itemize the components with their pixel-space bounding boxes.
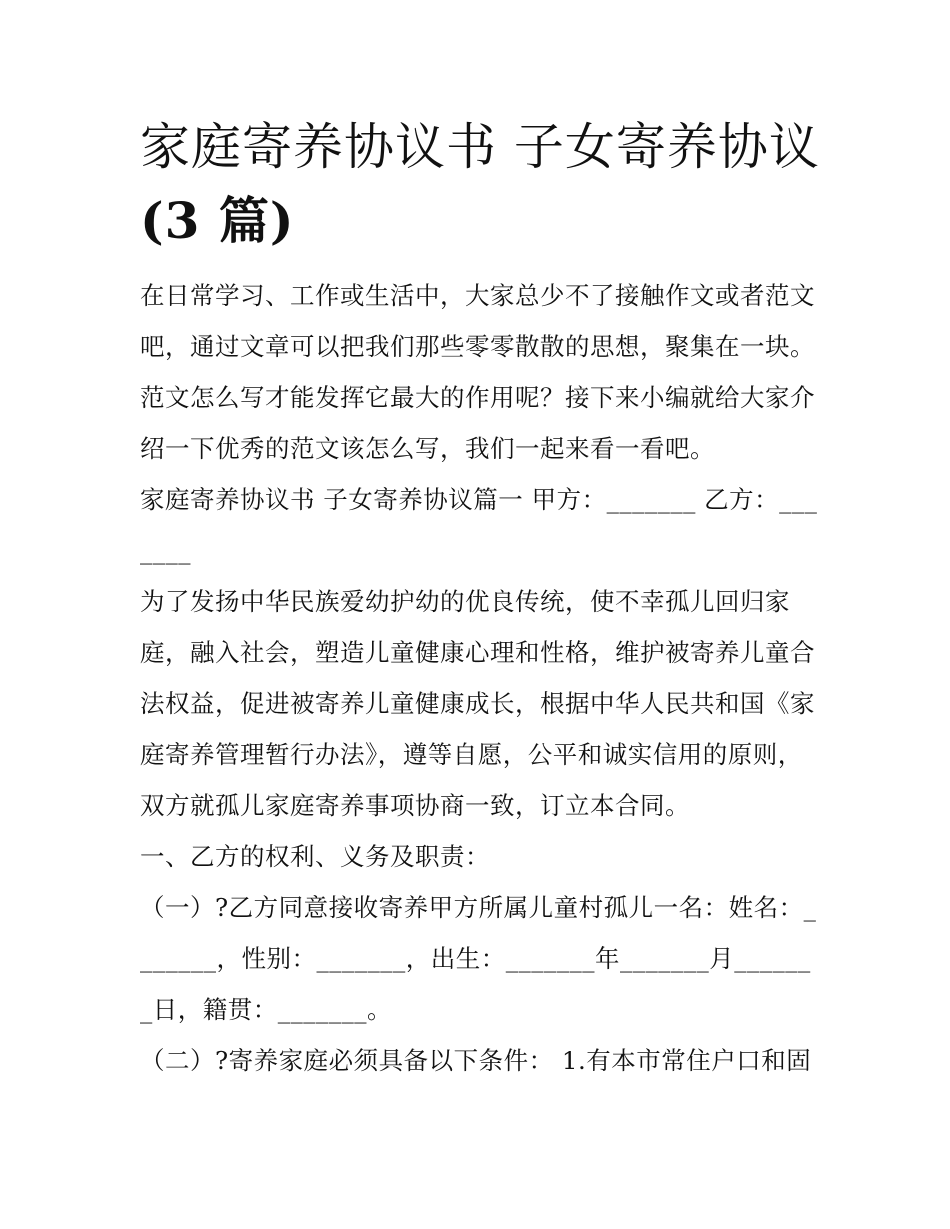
clause-2-paragraph: （二）?寄养家庭必须具备以下条件： 1.有本市常住户口和固: [140, 1046, 812, 1075]
section-heading-1: 一、乙方的权利、义务及职责：: [140, 842, 490, 871]
title-line-1: 家庭寄养协议书 子女寄养协议: [140, 118, 820, 176]
intro-paragraph: 在日常学习、工作或生活中，大家总少不了接触作文或者范文吧，通过文章可以把我们那些零零散散的思想，聚集在一块。范文怎么写才能发挥它最大的作用呢？接下来小编就给大家介绍一下优秀的范文该怎么写，我们一起来看一看吧。: [140, 281, 815, 463]
clause-1-paragraph: （一）?乙方同意接收寄养甲方所属儿童村孤儿一名：姓名：_______，性别：_______，出生：_______年_______月_______日，籍贯：_______。: [140, 893, 817, 1024]
preamble-paragraph: 为了发扬中华民族爱幼护幼的优良传统，使不幸孤儿回归家庭，融入社会，塑造儿童健康心理和性格，维护被寄养儿童合法权益，促进被寄养儿童健康成长，根据中华人民共和国《家庭寄养管理暂行办法》，遵等自愿，公平和诚实信用的原则，双方就孤儿家庭寄养事项协商一致，订立本合同。: [140, 587, 815, 820]
document-title: [140, 110, 820, 258]
title-line-2: (3 篇): [140, 191, 295, 250]
document-page: [140, 110, 820, 1086]
agreement-heading-parties: 家庭寄养协议书 子女寄养协议篇一 甲方：_______ 乙方：_______: [140, 485, 818, 565]
